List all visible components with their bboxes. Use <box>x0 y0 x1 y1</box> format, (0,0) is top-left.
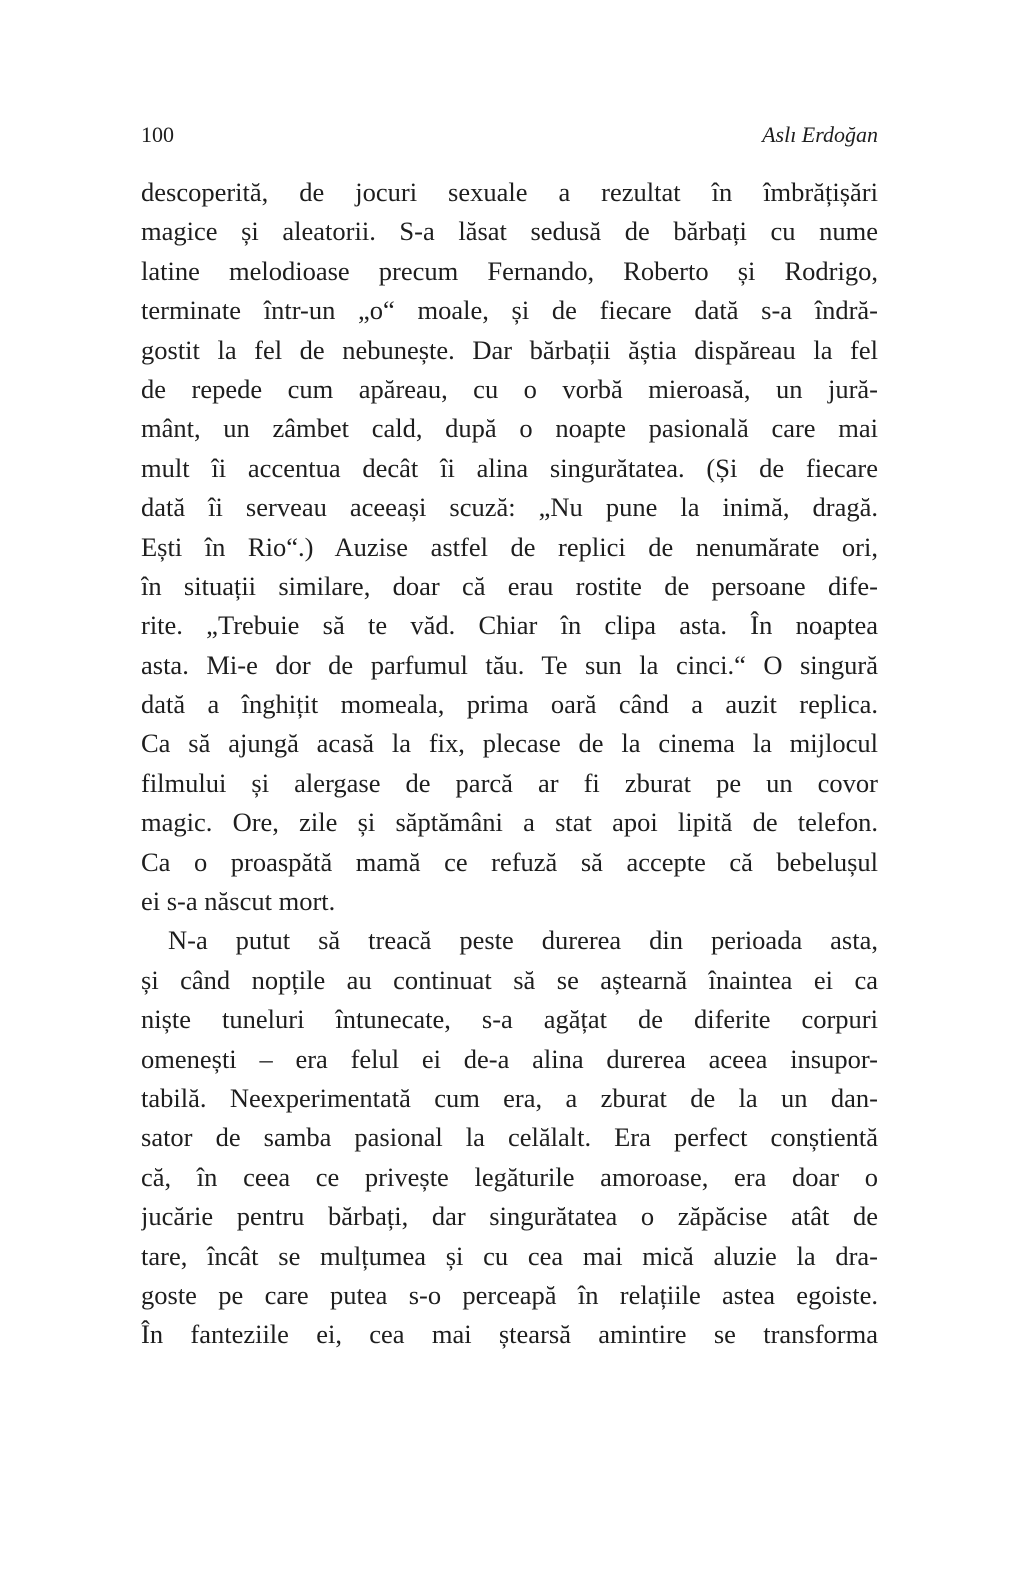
text-line: tabilă. Neexperimentată cum era, a zburat de la un dan- <box>141 1082 878 1113</box>
text-line: N-a putut să treacă peste durerea din perioada asta, <box>168 925 878 956</box>
text-line: sator de samba pasional la celălalt. Era perfect conștientă <box>141 1122 878 1153</box>
text-line: de repede cum apăreau, cu o vorbă mieroasă, un jură- <box>141 373 878 404</box>
text-line: dată a înghițit momeala, prima oară când a auzit replica. <box>141 689 878 720</box>
text-line: tare, încât se mulțumea și cu cea mai mică aluzie la dra- <box>141 1240 878 1271</box>
body-text <box>141 173 878 1355</box>
paragraph <box>141 173 878 921</box>
text-line: asta. Mi-e dor de parfumul tău. Te sun la cinci.“ O singură <box>141 649 878 680</box>
text-line: filmului și alergase de parcă ar fi zburat pe un covor <box>141 767 878 798</box>
running-header <box>141 118 878 152</box>
text-line: Ești în Rio“.) Auzise astfel de replici de nenumărate ori, <box>141 531 878 562</box>
text-line: ei s-a născut mort. <box>141 886 336 917</box>
text-line: Ca o proaspătă mamă ce refuză să accepte că bebelușul <box>141 846 878 877</box>
text-line: și când nopțile au continuat să se aștearnă înaintea ei ca <box>141 964 878 995</box>
text-line: mult îi accentua decât îi alina singurătatea. (Și de fiecare <box>141 452 878 483</box>
text-line: magic. Ore, zile și săptămâni a stat apoi lipită de telefon. <box>141 807 878 838</box>
text-line: terminate într-un „o“ moale, și de fiecare dată s-a îndră- <box>141 295 878 326</box>
text-line: în situații similare, doar că erau rostite de persoane dife- <box>141 570 878 601</box>
author-name: Aslı Erdoğan <box>762 122 878 147</box>
text-line: goste pe care putea s-o perceapă în relațiile astea egoiste. <box>141 1279 878 1310</box>
text-line: În fanteziile ei, cea mai ștearsă amintire se transforma <box>141 1319 878 1350</box>
text-line: latine melodioase precum Fernando, Roberto și Rodrigo, <box>141 255 878 286</box>
text-line: magice și aleatorii. S-a lăsat sedusă de bărbați cu nume <box>141 216 878 247</box>
text-line: Ca să ajungă acasă la fix, plecase de la cinema la mijlocul <box>141 728 878 759</box>
text-line: mânt, un zâmbet cald, după o noapte pasională care mai <box>141 413 878 444</box>
text-line: descoperită, de jocuri sexuale a rezultat în îmbrățișări <box>141 177 878 207</box>
text-line: jucărie pentru bărbați, dar singurătatea o zăpăcise atât de <box>141 1201 878 1232</box>
page-number: 100 <box>141 122 174 147</box>
text-line: dată îi serveau aceeași scuză: „Nu pune la inimă, dragă. <box>141 492 878 523</box>
text-line: niște tuneluri întunecate, s-a agățat de diferite corpuri <box>141 1004 878 1035</box>
text-line: rite. „Trebuie să te văd. Chiar în clipa asta. În noaptea <box>141 610 878 641</box>
paragraph <box>141 921 878 1354</box>
text-line: gostit la fel de nebunește. Dar bărbații ăștia dispăreau la fel <box>141 334 878 365</box>
text-line: omenești – era felul ei de-a alina durerea aceea insupor- <box>141 1043 878 1074</box>
text-line: că, în ceea ce privește legăturile amoroase, era doar o <box>141 1161 878 1192</box>
